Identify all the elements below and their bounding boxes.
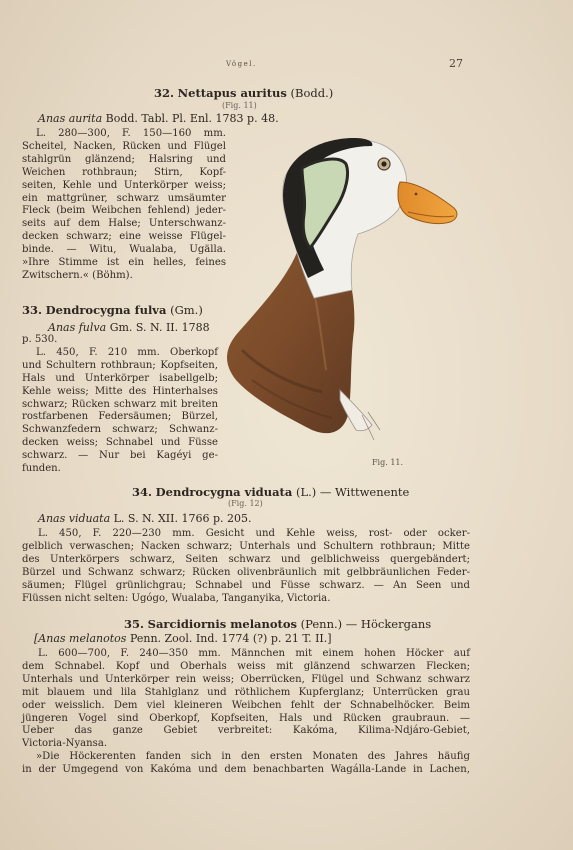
citation bbox=[48, 321, 210, 334]
text-line: Kehle weiss; Mitte des Hinterhalses bbox=[22, 385, 218, 397]
text-line: L. 450, F. 210 mm. Oberkopf bbox=[36, 346, 218, 358]
citation bbox=[34, 632, 332, 645]
text-line: ein mattgrüner, schwarz umsäumter bbox=[22, 192, 226, 204]
running-title: Vögel. bbox=[226, 60, 257, 68]
citation-species: Anas viduata bbox=[38, 512, 111, 525]
species-name: Nettapus auritus bbox=[177, 86, 287, 100]
citation-species: Anas fulva bbox=[48, 321, 107, 334]
entry-text bbox=[22, 128, 226, 283]
text-line: decken weiss; Schnabel und Füsse bbox=[22, 437, 218, 449]
common-name: — Wittwenente bbox=[319, 485, 410, 499]
text-line: gelblich verwaschen; Nacken schwarz; Unterhals und Schultern rothbraun; Mitte bbox=[22, 540, 470, 552]
text-line: säumen; Flügel grünlichgrau; Schnabel und Füsse schwarz. — An Seen und bbox=[22, 579, 470, 591]
entry-heading bbox=[124, 617, 431, 631]
text-line: und Schultern rothbraun; Kopfseiten, bbox=[22, 359, 218, 371]
text-line: »Ihre Stimme ist ein helles, feines bbox=[22, 257, 226, 269]
citation-reference: Penn. Zool. Ind. 1774 (?) p. 21 T. II.] bbox=[129, 632, 332, 645]
common-name: — Höckergans bbox=[345, 617, 432, 631]
page-number: 27 bbox=[449, 57, 463, 70]
text-line: Scheitel, Nacken, Rücken und Flügel bbox=[22, 140, 226, 152]
entry-heading bbox=[132, 485, 409, 499]
text-line: Zwitschern.« (Böhm). bbox=[22, 269, 133, 281]
text-line: decken schwarz; eine weisse Flügel- bbox=[22, 231, 226, 243]
figure-caption: Fig. 11. bbox=[372, 458, 404, 467]
text-line: rostfarbenen Federsäumen; Bürzel, bbox=[22, 411, 218, 423]
text-line: binde. — Witu, Wualaba, Ugälla. bbox=[22, 244, 226, 256]
text-line: seits auf dem Halse; Unterschwanz- bbox=[22, 218, 226, 230]
text-line: p. 530. bbox=[22, 334, 58, 345]
text-line: Flüssen nicht selten: Ugógo, Wualaba, Tanganyika, Victoria. bbox=[22, 592, 331, 604]
text-line: schwarz; Rücken schwarz mit breiten bbox=[22, 398, 218, 410]
text-line: L. 450, F. 220—230 mm. Gesicht und Kehle weiss, rost- oder ocker- bbox=[38, 528, 470, 539]
text-line: mit blauem und lila Stahlglanz und röthlichem Kupferglanz; Unterrücken grau bbox=[22, 686, 470, 698]
species-name: Dendrocygna viduata bbox=[155, 485, 293, 499]
text-line: Unterhals und Unterkörper rein weiss; Oberrücken, Flügel und Schwanz schwarz bbox=[22, 673, 470, 685]
citation-species: Anas aurita bbox=[38, 112, 103, 125]
species-name: Dendrocygna fulva bbox=[45, 303, 167, 317]
entry-number: 34. bbox=[132, 485, 153, 499]
figure-reference: (Fig. 11) bbox=[222, 101, 257, 110]
text-line: dem Schnabel. Kopf und Oberhals weiss mit glänzend schwarzen Flecken; bbox=[22, 660, 470, 672]
citation-reference: Bodd. Tabl. Pl. Enl. 1783 p. 48. bbox=[105, 112, 279, 125]
text-line: Victoria-Nyansa. bbox=[22, 738, 108, 750]
entry-heading bbox=[154, 86, 333, 100]
text-line: Fleck (beim Weibchen fehlend) jeder- bbox=[22, 205, 226, 217]
duck-head-illustration bbox=[222, 130, 467, 455]
entry-number: 35. bbox=[124, 617, 145, 631]
species-author: (Bodd.) bbox=[290, 86, 334, 100]
species-author: (Penn.) bbox=[300, 617, 343, 631]
text-line: Weichen rothbraun; Stirn, Kopf- bbox=[22, 166, 226, 178]
figure-reference: (Fig. 12) bbox=[228, 499, 263, 508]
text-line: L. 280—300, F. 150—160 mm. bbox=[36, 128, 226, 139]
entry-heading bbox=[22, 303, 203, 317]
text-line: L. 600—700, F. 240—350 mm. Männchen mit einem hohen Höcker auf bbox=[38, 648, 470, 659]
entry-number: 33. bbox=[22, 303, 43, 317]
text-line: Schwanzfedern schwarz; Schwanz- bbox=[22, 424, 218, 436]
text-line: funden. bbox=[22, 463, 61, 475]
text-line: stahlgrün glänzend; Halsring und bbox=[22, 153, 226, 165]
text-line: Bürzel und Schwanz schwarz; Rücken olivenbräunlich mit gelbbräunlichen Feder- bbox=[22, 566, 470, 578]
text-line: Ueber das ganze Gebiet verbreitet: Kakóma, Kilima-Ndjáro-Gebiet, bbox=[22, 725, 470, 737]
species-author: (L.) bbox=[295, 485, 317, 499]
citation-reference: L. S. N. XII. 1766 p. 205. bbox=[113, 512, 252, 525]
text-line: »Die Höckerenten fanden sich in den ersten Monaten des Jahres häufig bbox=[36, 751, 470, 763]
text-line: des Unterkörpers schwarz, Seiten schwarz und gelblichweiss quergebändert; bbox=[22, 553, 470, 565]
entry-text bbox=[22, 334, 218, 476]
species-name: Sarcidiornis melanotos bbox=[147, 617, 297, 631]
text-line: schwarz. — Nur bei Kagéyi ge- bbox=[22, 450, 218, 462]
citation bbox=[38, 512, 252, 525]
text-line: seiten, Kehle und Unterkörper weiss; bbox=[22, 179, 226, 191]
entry-text bbox=[22, 648, 470, 777]
text-line: in der Umgegend von Kakóma und dem benachbarten Wagálla-Lande in Lachen, bbox=[22, 764, 470, 776]
citation-reference: Gm. S. N. II. 1788 bbox=[109, 321, 210, 334]
text-line: oder weisslich. Dem viel kleineren Weibchen fehlt der Schnabelhöcker. Beim bbox=[22, 699, 470, 711]
entry-number: 32. bbox=[154, 86, 175, 100]
text-line: jüngeren Vogel sind Oberkopf, Kopfseiten, Hals und Rücken graubraun. — bbox=[22, 712, 470, 724]
citation bbox=[38, 112, 279, 125]
citation-species: [Anas melanotos bbox=[34, 632, 127, 645]
text-line: Hals und Unterkörper isabellgelb; bbox=[22, 372, 218, 384]
entry-text bbox=[22, 528, 470, 605]
species-author: (Gm.) bbox=[170, 303, 203, 317]
